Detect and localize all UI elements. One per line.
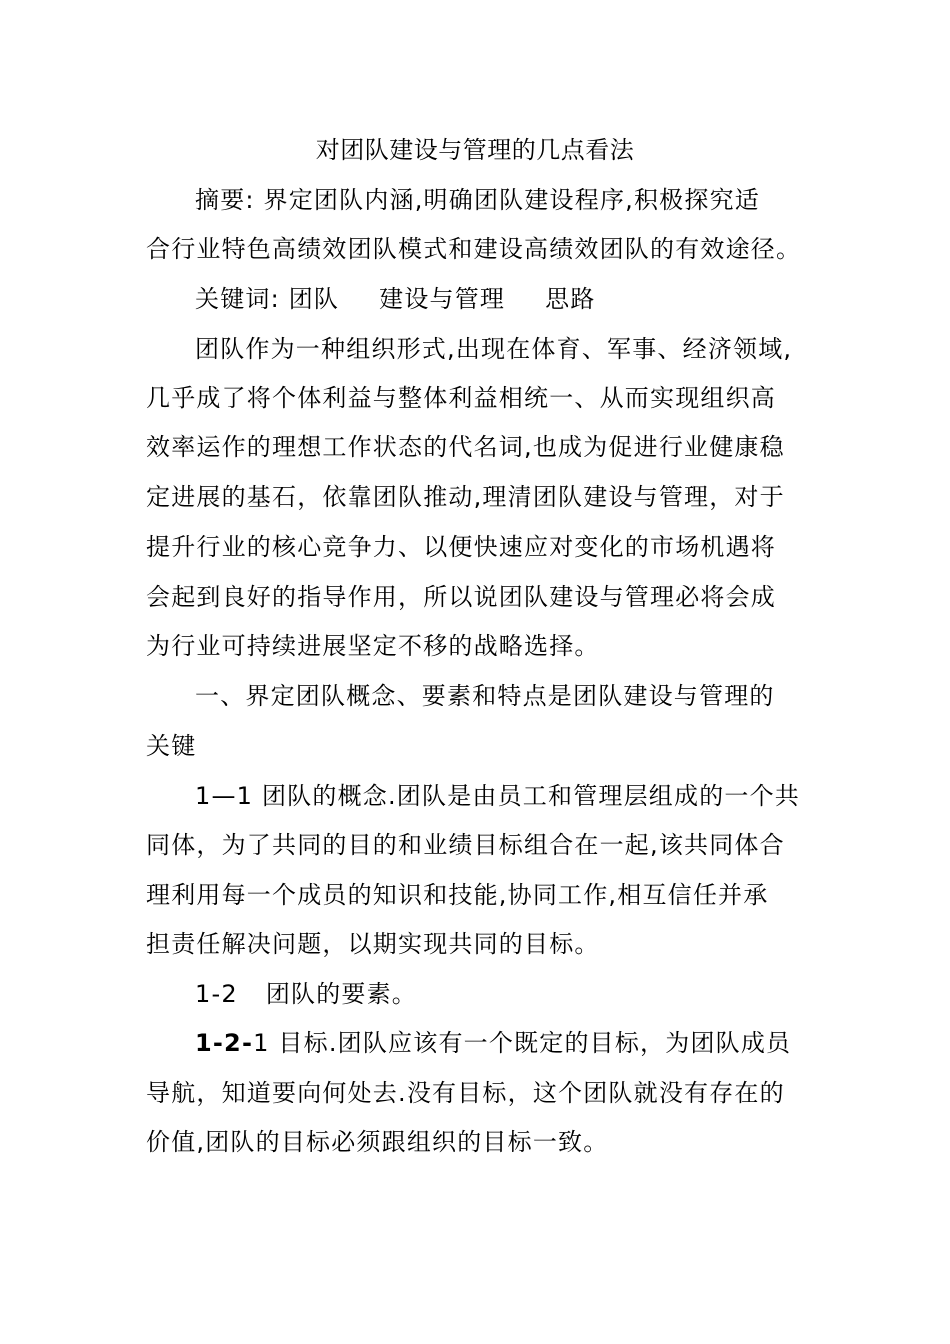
abstract-line-1: 摘要: 界定团队内涵,明确团队建设程序,积极探究适 (195, 186, 760, 214)
concept-line-2: 同体，为了共同的目的和业绩目标组合在一起,该共同体合 (146, 831, 785, 859)
abstract-line-2: 合行业特色高绩效团队模式和建设高绩效团队的有效途径。 (146, 235, 802, 263)
intro-line-3: 效率运作的理想工作状态的代名词,也成为促进行业健康稳 (146, 433, 785, 461)
document-title: 对团队建设与管理的几点看法 (315, 136, 635, 164)
intro-line-1: 团队作为一种组织形式,出现在体育、军事、经济领域, (195, 335, 793, 363)
section-1-heading-line-2: 关键 (146, 732, 197, 760)
goal-line-1 (195, 1025, 791, 1061)
concept-line-4: 担责任解决问题，以期实现共同的目标。 (146, 930, 600, 958)
intro-line-6: 会起到良好的指导作用，所以说团队建设与管理必将会成 (146, 583, 776, 611)
goal-line-1-text: 1 目标.团队应该有一个既定的目标，为团队成员 (253, 1029, 792, 1057)
keywords-label: 关键词: 团队 (195, 285, 340, 313)
keyword-3: 思路 (545, 285, 596, 313)
keywords-line (195, 281, 596, 317)
goal-number: 1-2- (195, 1029, 254, 1057)
elements-label: 团队的要素。 (265, 980, 418, 1008)
elements-number: 1-2 (195, 980, 238, 1008)
intro-line-7: 为行业可持续进展坚定不移的战略选择。 (146, 632, 600, 660)
intro-line-2: 几乎成了将个体利益与整体利益相统一、从而实现组织高 (146, 384, 776, 412)
intro-line-5: 提升行业的核心竞争力、以便快速应对变化的市场机遇将 (146, 533, 776, 561)
section-1-heading-line-1: 一、界定团队概念、要素和特点是团队建设与管理的 (195, 682, 775, 710)
goal-line-2: 导航，知道要向何处去.没有目标，这个团队就没有存在的 (146, 1079, 785, 1107)
concept-line-1: 1—1 团队的概念.团队是由员工和管理层组成的一个共 (195, 782, 800, 810)
goal-line-3: 价值,团队的目标必须跟组织的目标一致。 (146, 1128, 609, 1156)
keyword-2: 建设与管理 (379, 285, 506, 313)
elements-heading (195, 976, 417, 1012)
intro-line-4: 定进展的基石，依靠团队推动,理清团队建设与管理，对于 (146, 483, 785, 511)
concept-line-3: 理利用每一个成员的知识和技能,协同工作,相互信任并承 (146, 881, 769, 909)
